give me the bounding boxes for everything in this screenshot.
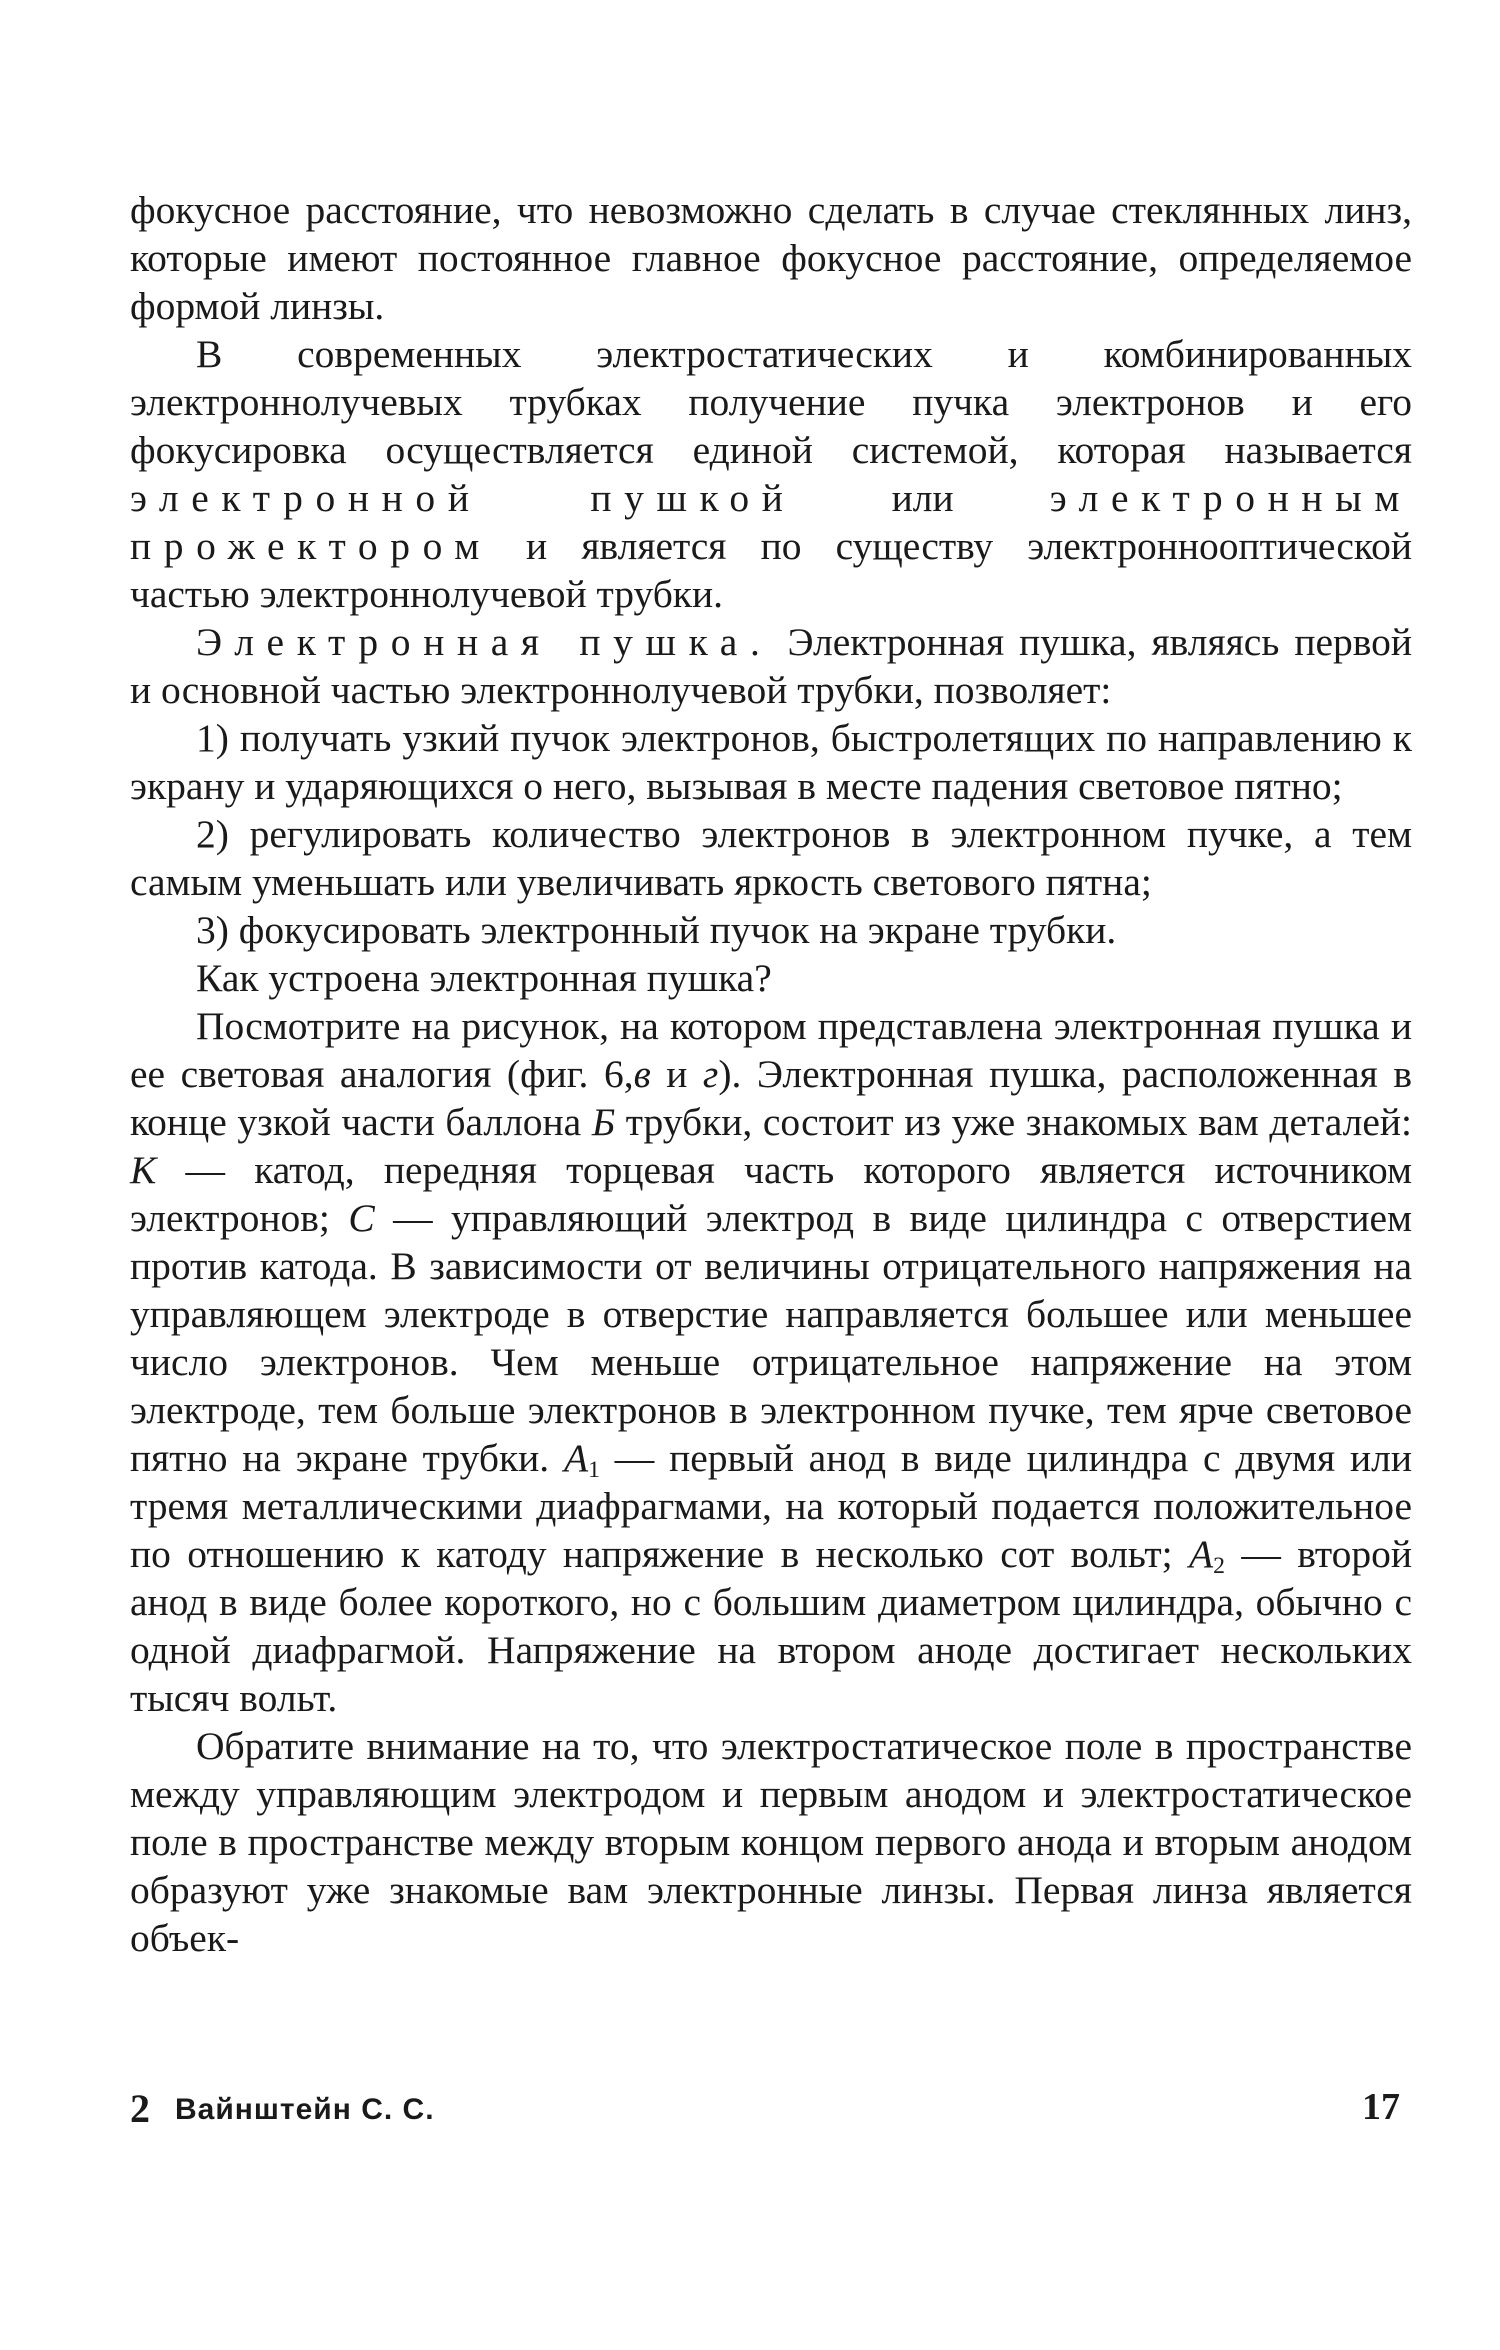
- question-line: Как устроена электронная пушка?: [196, 956, 772, 1000]
- paragraph-electron-gun-purpose: Электронная пушка. Электронная пушка, являясь первой и основной частью электроннолучевой трубки, позволяет:: [130, 620, 1413, 712]
- paragraph-continuation: фокусное расстояние, что невозможно сделать в случае стеклянных линз, которые имеют постоянное главное фокусное расстояние, определяемое формой линзы.: [130, 188, 1412, 328]
- spaced-term: электронным прожектором: [130, 476, 1412, 568]
- spaced-term: электронной пушкой: [130, 476, 796, 520]
- page-footer: [130, 2085, 1412, 2135]
- signature-number: 2: [130, 2086, 150, 2131]
- paragraph-electron-gun-definition: В современных электростатических и комбинированных электроннолучевых трубках получение пучка электронов и его фокусировка осуществляется единой системой, которая называется электронной пушкой или электронным прожектором и является по существу электроннооптической частью электроннолучевой трубки.: [130, 332, 1412, 616]
- body-text: [130, 186, 1412, 1962]
- paragraph-electron-lenses: Обратите внимание на то, что электростатическое поле в пространстве между управляющим электродом и первым анодом и электростатическое поле в пространстве между вторым концом первого анода и вторым анодом образуют уже знакомые вам электронные линзы. Первая линза является объек-: [130, 1724, 1412, 1960]
- signature-author: Вайнштейн С. С.: [175, 2093, 435, 2126]
- section-run-in-heading: Электронная пушка.: [196, 620, 773, 664]
- page-number: 17: [1362, 2086, 1400, 2128]
- paragraph-gun-structure: Посмотрите на рисунок, на котором представлена электронная пушка и ее световая аналогия (фиг. 6,в и г). Электронная пушка, расположенная в конце узкой части баллона Б трубки, состоит из уже знакомых вам деталей: К — катод, передняя торцевая часть которого является источником электронов; С — управляющий электрод в виде цилиндра с отверстием против катода. В зависимости от величины отрицательного напряжения на управляющем электроде в отверстие направляется большее или меньшее число электронов. Чем меньше отрицательное напряжение на этом электроде, тем больше электронов в электронном пучке, тем ярче световое пятно на экране трубки. $A_1$ — первый анод в виде цилиндра с двумя или тремя металлическими диафрагмами, на который подается положительное по отношению к катоду напряжение в несколько сот вольт; $A_2$ — второй анод в виде более короткого, но с большим диаметром цилиндра, обычно с одной диафрагмой. Напряжение на втором аноде достигает нескольких тысяч вольт.: [130, 1004, 1413, 1720]
- list-item: 2) регулировать количество электронов в электронном пучке, а тем самым уменьшать или увеличивать яркость светового пятна;: [130, 812, 1412, 904]
- list-item: 3) фокусировать электронный пучок на экране трубки.: [196, 908, 1117, 952]
- list-item: 1) получать узкий пучок электронов, быстролетящих по направлению к экрану и ударяющихся о него, вызывая в месте падения световое пятно;: [130, 716, 1412, 808]
